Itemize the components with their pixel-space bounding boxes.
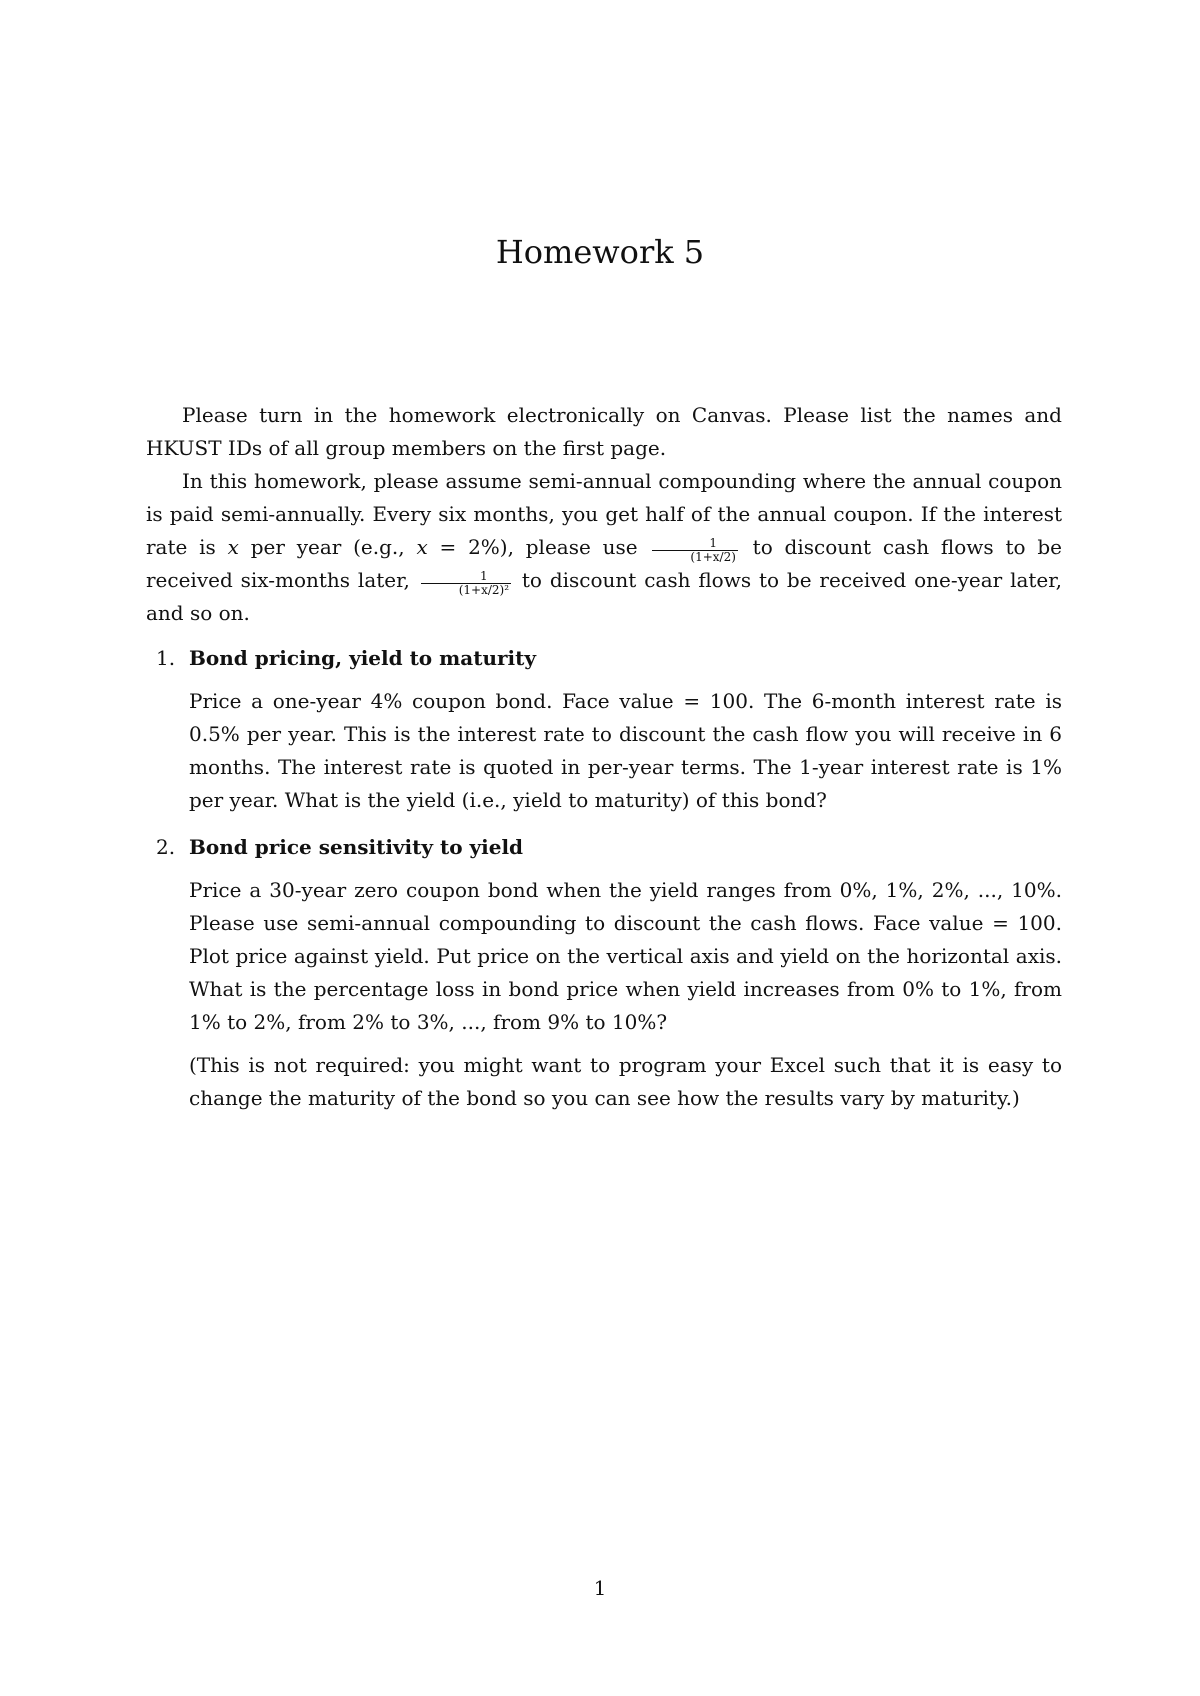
question-heading: Bond price sensitivity to yield [189,835,524,859]
intro-text-b: per year (e.g., [238,535,417,559]
variable-x: x [416,535,428,559]
page-number: 1 [593,1576,607,1600]
fraction-numerator: 1 [652,537,738,551]
intro-paragraph-1: Please turn in the homework electronically on Canvas. Please list the names and HKUST IDs of all group members on the first page. [146,403,1062,460]
discount-fraction-six-month [652,537,738,564]
discount-fraction-one-year [421,570,511,597]
page-title: Homework 5 [495,233,705,271]
intro-text-d: to discount cash flows to be received six-months later, [146,535,1063,592]
fraction-denominator: (1+x/2) [690,549,736,564]
question-heading: Bond pricing, yield to maturity [189,646,537,670]
question-note: (This is not required: you might want to program your Excel such that it is easy to change the maturity of the bond so you can see how the results vary by maturity.) [189,1053,1062,1110]
document-body [146,399,1062,1129]
question-list [146,642,1062,1115]
question-text: Price a one-year 4% coupon bond. Face value = 100. The 6-month interest rate is 0.5% per year. This is the interest rate to discount the cash flow you will receive in 6 months. The interest rate is quoted in per-year terms. The 1-year interest rate is 1% per year. What is the yield (i.e., yield to maturity) of this bond? [189,689,1062,812]
intro-paragraph-2 [146,465,1062,630]
question-number: 1. [156,646,176,670]
intro-text-e: to discount cash flows to be received one-year later, and so on. [146,568,1062,625]
intro-text-a: In this homework, please assume semi-annual compounding where the annual coupon is paid semi-annually. Every six months, you get half of the annual coupon. If the interest rate is [146,469,1062,559]
fraction-numerator: 1 [421,570,511,584]
variable-x: x [227,535,239,559]
question-item-1 [146,642,1062,817]
intro-text-c: = 2%), please use [427,535,650,559]
question-text: Price a 30-year zero coupon bond when the yield ranges from 0%, 1%, 2%, ..., 10%. Please use semi-annual compounding to discount the cash flows. Face value = 100. Plot price against yield. Put price on the vertical axis and yield on the horizontal axis. What is the percentage loss in bond price when yield increases from 0% to 1%, from 1% to 2%, from 2% to 3%, ..., from 9% to 10%? [189,878,1062,1034]
question-item-2 [146,831,1062,1115]
question-number: 2. [156,835,176,859]
fraction-denominator: (1+x/2)² [458,582,510,597]
